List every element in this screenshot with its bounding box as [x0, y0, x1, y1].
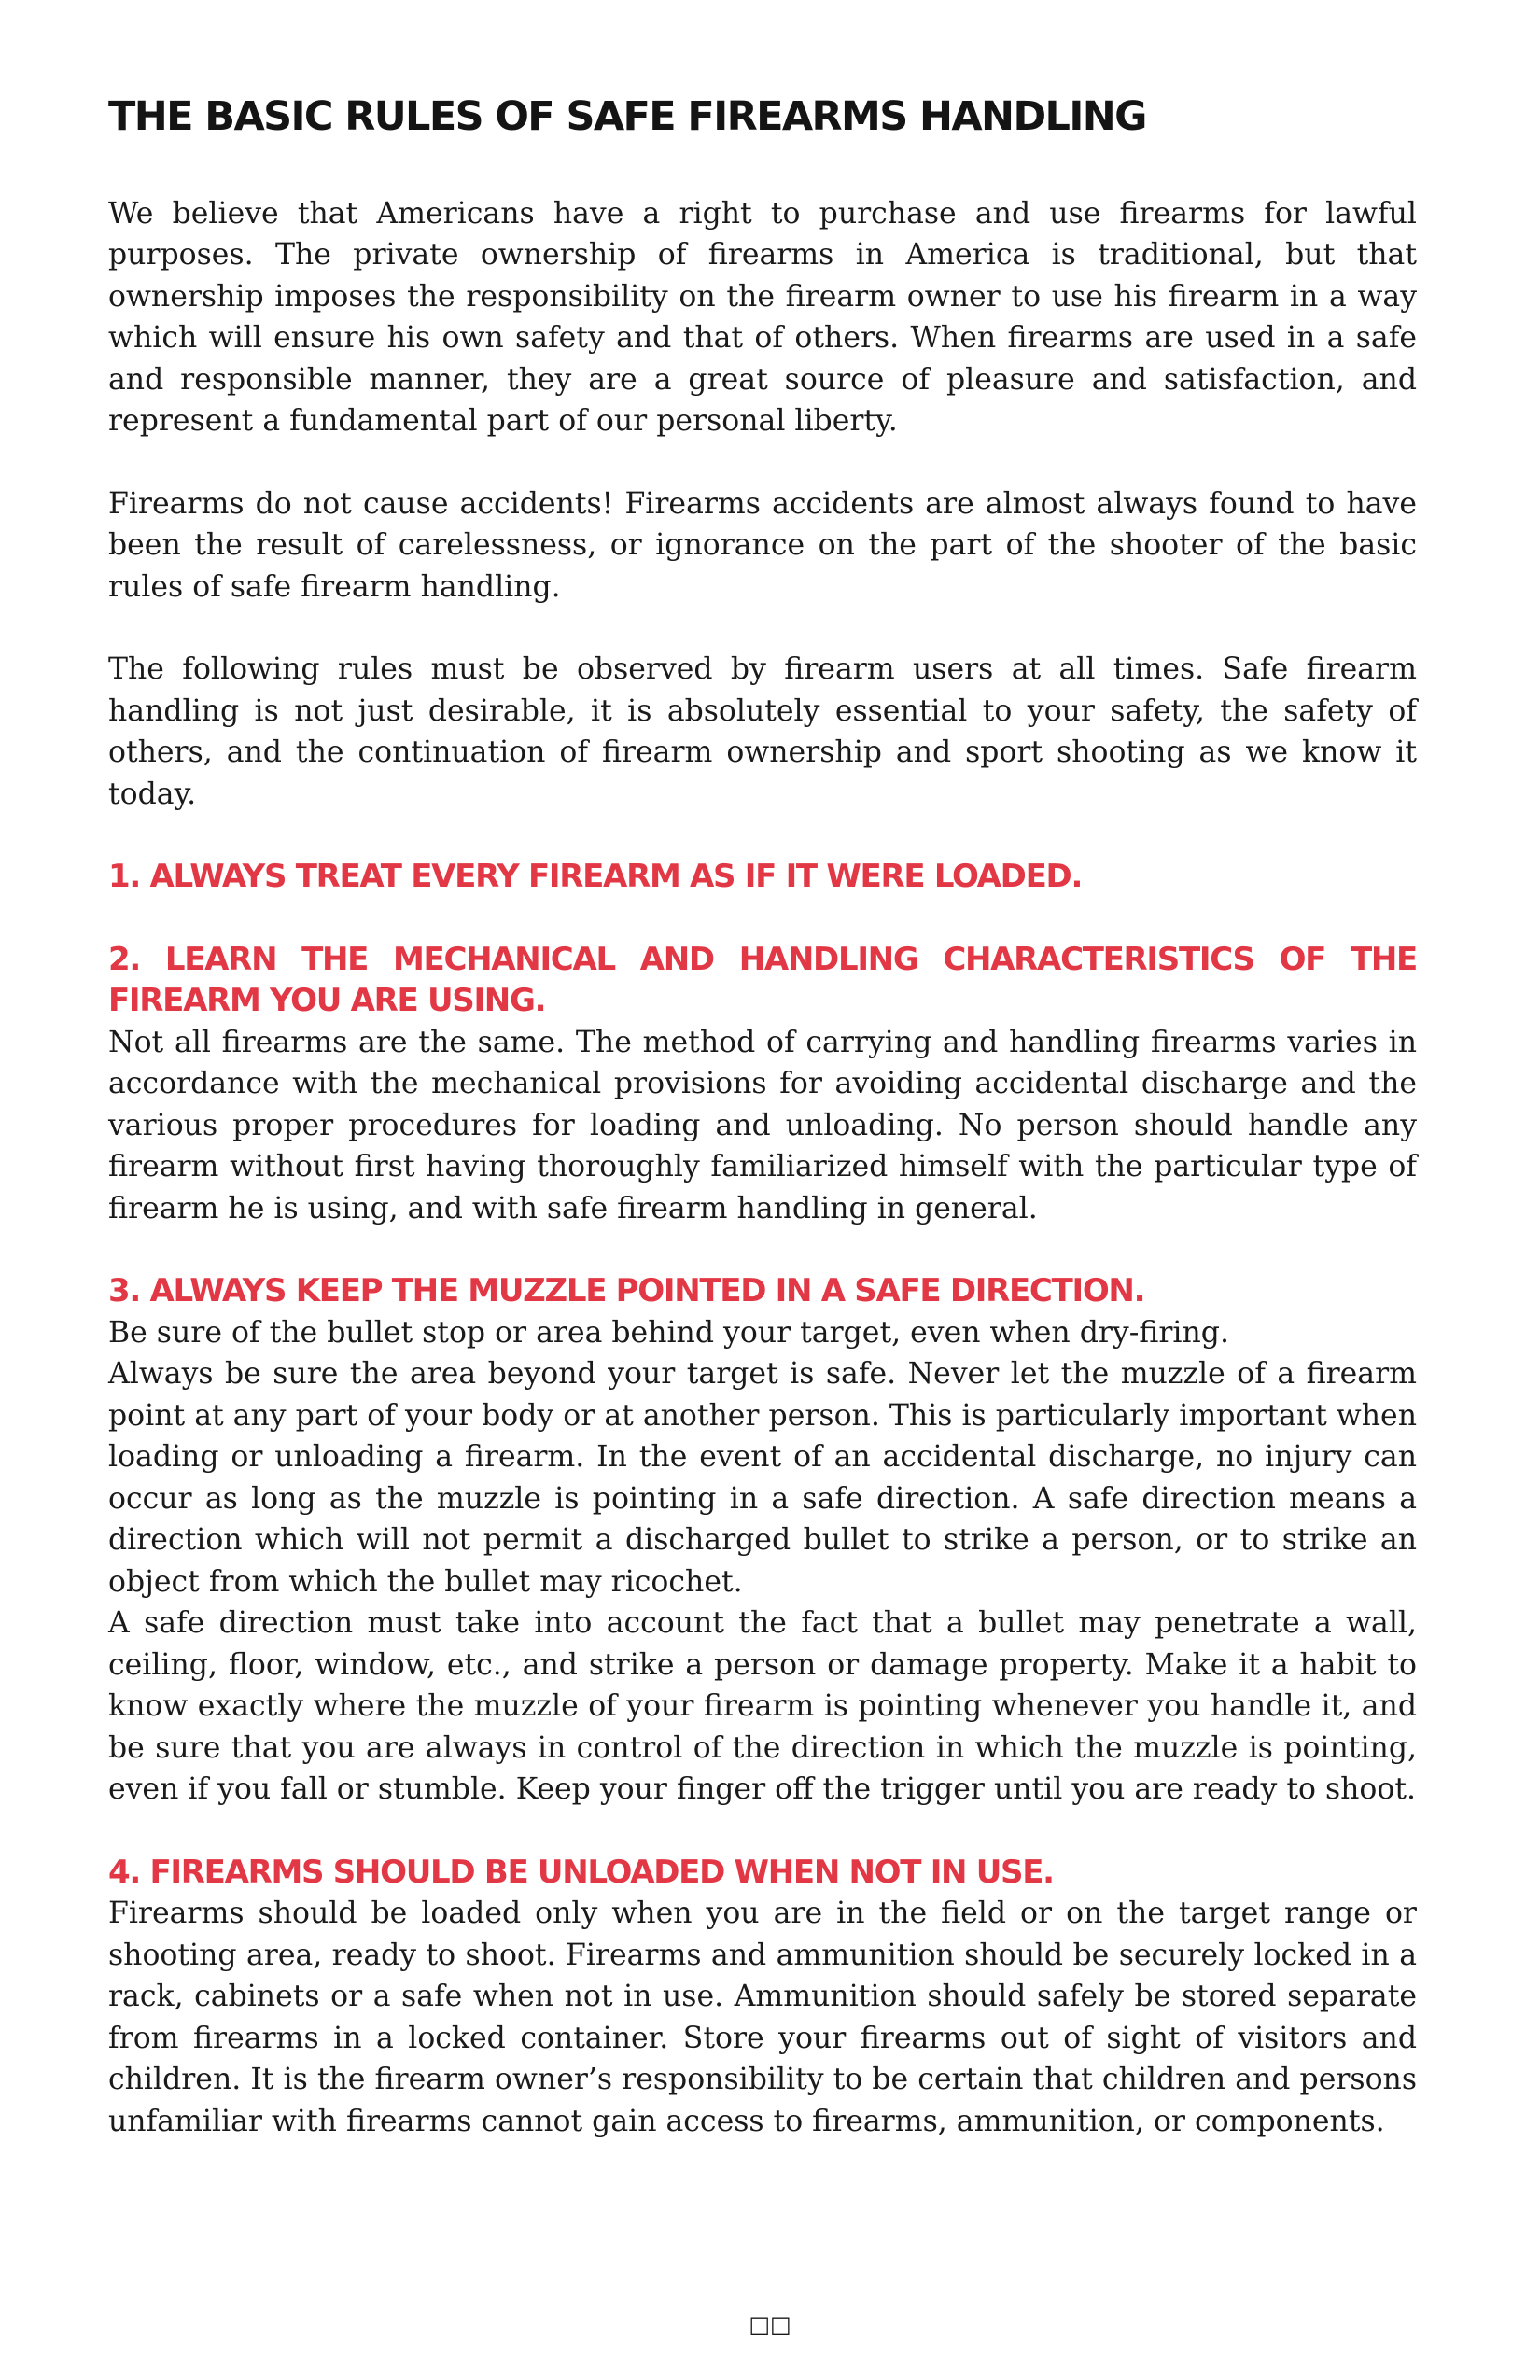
rule-3-paragraph: Be sure of the bullet stop or area behind your target, even when dry-firing. [108, 1315, 1229, 1350]
intro-paragraph: The following rules must be observed by firearm users at all times. Safe firearm handling is not just desirable, it is absolutely essential to your safety, the safety of others, and the continuation of firearm ownership and sport shooting as we know it today. [108, 652, 1417, 811]
page-number: □□ [749, 2312, 791, 2338]
page-title: THE BASIC RULES OF SAFE FIREARMS HANDLING [108, 93, 1146, 140]
paragraph-spacer [108, 1229, 1417, 1270]
rule-4-heading: 4. FIREARMS SHOULD BE UNLOADED WHEN NOT IN USE. [108, 1853, 1054, 1891]
rule-1-heading: 1. ALWAYS TREAT EVERY FIREARM AS IF IT WERE LOADED. [108, 858, 1083, 896]
rule-2-paragraph: Not all firearms are the same. The method of carrying and handling firearms varies in accordance with the mechanical provisions for avoiding accidental discharge and the various proper procedures for loading and unloading. No person should handle any firearm without first having thoroughly familiarized himself with the particular type of firearm he is using, and with safe firearm handling in general. [108, 1025, 1417, 1225]
rule-2-heading: 2. LEARN THE MECHANICAL AND HANDLING CHARACTERISTICS OF THE FIREARM YOU ARE USING. [108, 940, 1417, 1020]
intro-paragraph: Firearms do not cause accidents! Firearms accidents are almost always found to have been the result of carelessness, or ignorance on the part of the shooter of the basic rules of safe firearm handling. [108, 486, 1417, 604]
paragraph-spacer [108, 608, 1417, 649]
paragraph-spacer [108, 442, 1417, 483]
intro-paragraph: We believe that Americans have a right to purchase and use firearms for lawful purposes. The private ownership of firearms in America is traditional, but that ownership imposes the responsibility on the firearm owner to use his firearm in a way which will ensure his own safety and that of others. When firearms are used in a safe and responsible manner, they are a great source of pleasure and satisfaction, and represent a fundamental part of our personal liberty. [108, 196, 1417, 439]
rule-3-paragraph: Always be sure the area beyond your target is safe. Never let the muzzle of a firearm point at any part of your body or at another person. This is particularly important when loading or unloading a firearm. In the event of an accidental discharge, no injury can occur as long as the muzzle is pointing in a safe direction. A safe direction means a direction which will not permit a discharged bullet to strike a person, or to strike an object from which the bullet may ricochet. [108, 1357, 1417, 1599]
paragraph-spacer [108, 898, 1417, 939]
rule-3-paragraph: A safe direction must take into account the fact that a bullet may penetrate a wall, ceiling, floor, window, etc., and strike a person or damage property. Make it a habit to know exactly where the muzzle of your firearm is pointing whenever you handle it, and be sure that you are always in control of the direction in which the muzzle is pointing, even if you fall or stumble. Keep your finger off the trigger until you are ready to shoot. [108, 1606, 1417, 1807]
rule-3-heading: 3. ALWAYS KEEP THE MUZZLE POINTED IN A SAFE DIRECTION. [108, 1272, 1145, 1310]
document-page [108, 93, 1417, 2142]
rule-4-paragraph: Firearms should be loaded only when you are in the field or on the target range or shooting area, ready to shoot. Firearms and ammunition should be securely locked in a rack, cabinets or a safe when not in use. Ammunition should safely be stored separate from firearms in a locked container. Store your firearms out of sight of visitors and children. It is the firearm owner’s responsibility to be certain that children and persons unfamiliar with firearms cannot gain access to firearms, ammunition, or components. [108, 1897, 1417, 2138]
paragraph-spacer [108, 815, 1417, 856]
paragraph-spacer [108, 1811, 1417, 1852]
